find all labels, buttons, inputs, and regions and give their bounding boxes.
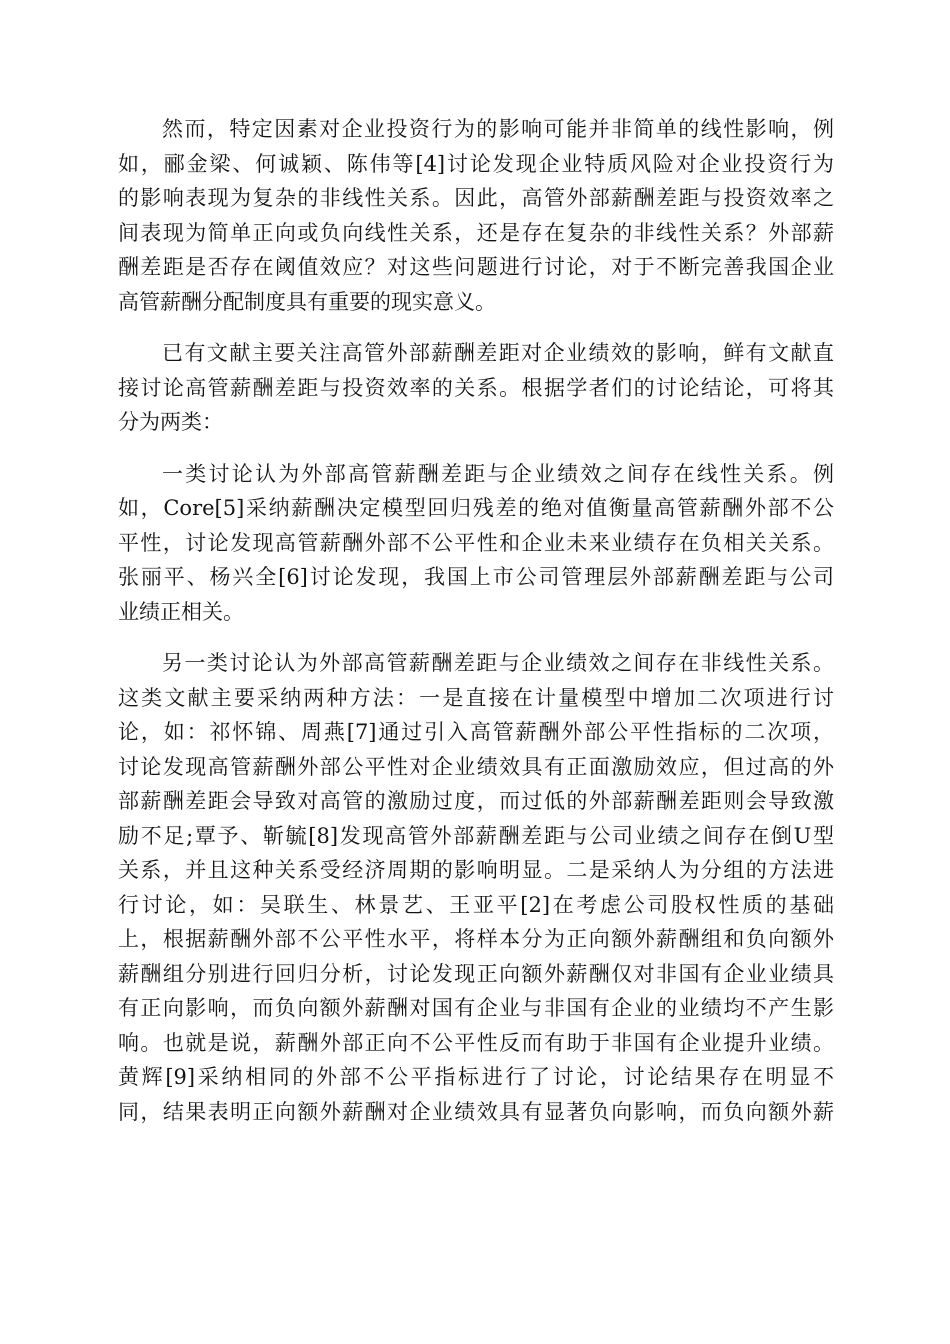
text-line: 业绩正相关。 [118, 599, 244, 624]
text-line: 薪酬组分别进行回归分析，讨论发现正向额外薪酬仅对非国有企业业绩具 [118, 961, 834, 986]
text-line: 酬差距是否存在阈值效应？对这些问题进行讨论，对于不断完善我国企业 [118, 255, 834, 279]
text-line: 另一类讨论认为外部高管薪酬差距与企业绩效之间存在非线性关系。 [162, 651, 834, 675]
text-line: 的影响表现为复杂的非线性关系。因此，高管外部薪酬差距与投资效率之 [118, 186, 834, 210]
text-line: 高管薪酬分配制度具有重要的现实意义。 [118, 289, 496, 314]
text-line: 上，根据薪酬外部不公平性水平，将样本分为正向额外薪酬组和负向额外 [118, 927, 834, 951]
paragraph-1 [118, 112, 834, 319]
text-line: 然而，特定因素对企业投资行为的影响可能并非简单的线性影响，例 [162, 117, 834, 141]
paragraph-4 [118, 646, 834, 1129]
text-line: 接讨论高管薪酬差距与投资效率的关系。根据学者们的讨论结论，可将其 [118, 375, 834, 400]
text-line: 论，如：祁怀锦、周燕[7]通过引入高管薪酬外部公平性指标的二次项， [118, 720, 834, 744]
text-line: 平性，讨论发现高管薪酬外部不公平性和企业未来业绩存在负相关关系。 [118, 530, 834, 555]
body-text [118, 112, 834, 1146]
text-line: 张丽平、杨兴全[6]讨论发现，我国上市公司管理层外部薪酬差距与公司 [118, 565, 834, 589]
text-line: 已有文献主要关注高管外部薪酬差距对企业绩效的影响，鲜有文献直 [162, 341, 834, 365]
text-line: 励不足;覃予、靳毓[8]发现高管外部薪酬差距与公司业绩之间存在倒U型 [118, 823, 834, 848]
text-line: 响。也就是说，薪酬外部正向不公平性反而有助于非国有企业提升业绩。 [118, 1030, 834, 1055]
paragraph-2 [118, 336, 834, 440]
text-line: 同，结果表明正向额外薪酬对企业绩效具有显著负向影响，而负向额外薪 [118, 1099, 834, 1124]
text-line: 如，郦金梁、何诚颖、陈伟等[4]讨论发现企业特质风险对企业投资行为 [118, 151, 834, 176]
text-line: 一类讨论认为外部高管薪酬差距与企业绩效之间存在线性关系。例 [162, 461, 834, 486]
text-line: 这类文献主要采纳两种方法：一是直接在计量模型中增加二次项进行讨 [118, 685, 834, 710]
text-line: 行讨论，如：吴联生、林景艺、王亚平[2]在考虑公司股权性质的基础 [118, 892, 834, 917]
text-line: 间表现为简单正向或负向线性关系，还是存在复杂的非线性关系？外部薪 [118, 220, 834, 245]
text-line: 黄辉[9]采纳相同的外部不公平指标进行了讨论，讨论结果存在明显不 [118, 1065, 834, 1089]
text-line: 如，Core[5]采纳薪酬决定模型回归残差的绝对值衡量高管薪酬外部不公 [118, 496, 834, 520]
text-line: 分为两类： [118, 410, 223, 434]
paragraph-3 [118, 457, 834, 630]
text-line: 部薪酬差距会导致对高管的激励过度，而过低的外部薪酬差距则会导致激 [118, 789, 834, 813]
text-line: 讨论发现高管薪酬外部公平性对企业绩效具有正面激励效应，但过高的外 [118, 754, 834, 779]
text-line: 关系，并且这种关系受经济周期的影响明显。二是采纳人为分组的方法进 [118, 858, 834, 882]
text-line: 有正向影响，而负向额外薪酬对国有企业与非国有企业的业绩均不产生影 [118, 996, 834, 1020]
